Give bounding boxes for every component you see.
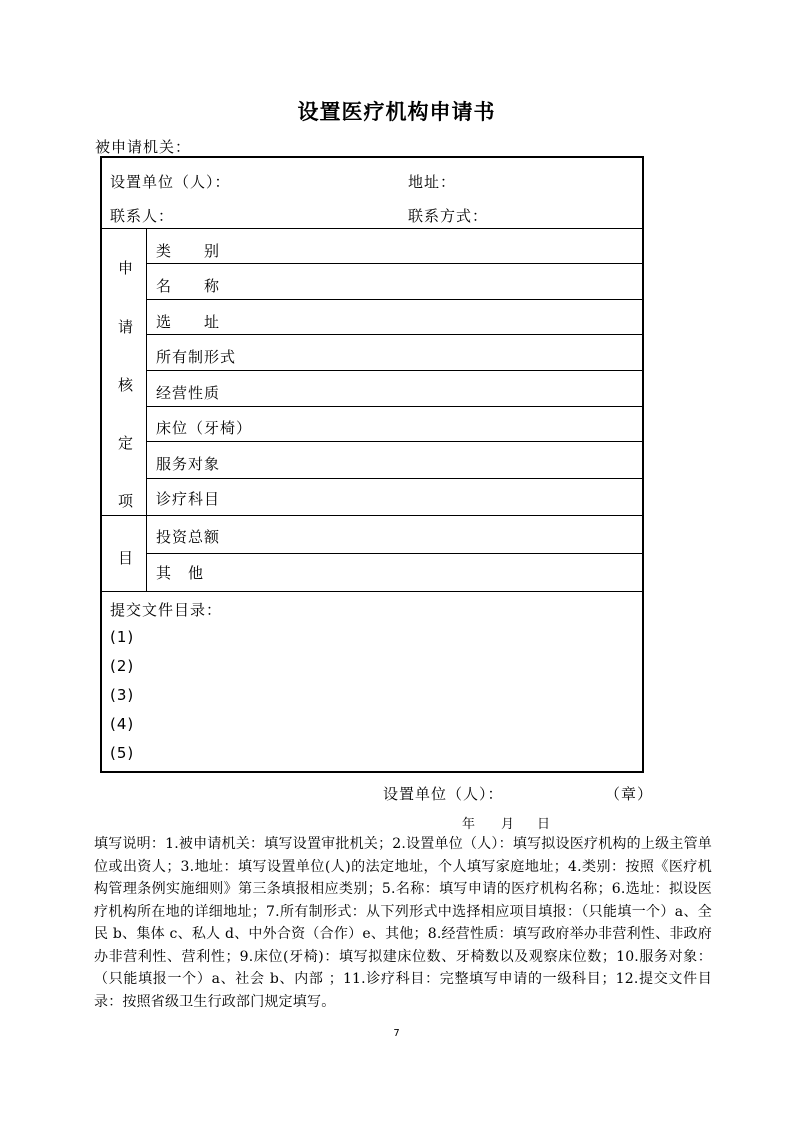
- section-divider: [101, 515, 643, 516]
- file-entry: (1): [110, 628, 135, 646]
- item-investment: 投资总额: [156, 528, 221, 546]
- item-column-divider: [146, 228, 147, 591]
- row-separator: [146, 553, 643, 554]
- item-business-nature: 经营性质: [156, 384, 221, 402]
- side-label-char: 项: [118, 492, 134, 510]
- row-separator: [146, 334, 643, 335]
- day-label: 日: [537, 817, 552, 832]
- side-label-char: 核: [118, 376, 134, 394]
- file-entry: (5): [110, 744, 135, 762]
- authority-label: 被申请机关：: [95, 138, 192, 156]
- row-separator: [146, 370, 643, 371]
- address-label: 地址：: [408, 173, 457, 191]
- row-separator: [146, 478, 643, 479]
- side-label-char: 请: [118, 318, 134, 336]
- item-clinical-subjects: 诊疗科目: [156, 490, 221, 508]
- signature-unit-label: 设置单位（人）：: [383, 785, 504, 803]
- seal-label: （章）: [605, 785, 654, 803]
- files-divider: [101, 591, 643, 592]
- row-separator: [146, 299, 643, 300]
- document-title: 设置医疗机构申请书: [297, 100, 496, 124]
- side-label-char: 定: [118, 434, 134, 452]
- item-ownership: 所有制形式: [156, 348, 237, 366]
- file-entry: (3): [110, 686, 135, 704]
- file-entry: (2): [110, 657, 135, 675]
- applicant-label: 设置单位（人）：: [110, 173, 231, 191]
- row-separator: [146, 441, 643, 442]
- contact-method-label: 联系方式：: [408, 207, 489, 225]
- filling-instructions: 填写说明：1.被申请机关：填写设置审批机关；2.设置单位（人）：填写拟设医疗机构的上级主管单位或出资人；3.地址：填写设置单位(人)的法定地址，个人填写家庭地址；4.类别：按照《医疗机构管理条例实施细则》第三条填报相应类别；5.名称：填写申请的医疗机构名称；6.选址：拟设医疗机构所在地的详细地址；7.所有制形式：从下列形式中选择相应项目填报：（只能填一个）a、全民 b、集体 c、私人 d、中外合资（合作）e、其他；8.经营性质：填写政府举办非营利性、非政府办非营利性、营利性；9.床位(牙椅)：填写拟建床位数、牙椅数以及观察床位数；10.服务对象：（只能填报一个）a、社会 b、内部 ；11.诊疗科目：完整填写申请的一级科目；12.提交文件目录：按照省级卫生行政部门规定填写。: [94, 836, 712, 1010]
- item-site: 选 址: [156, 313, 221, 331]
- row-separator: [146, 406, 643, 407]
- contact-person-label: 联系人：: [110, 207, 175, 225]
- item-category: 类 别: [156, 242, 221, 260]
- year-label: 年: [462, 817, 477, 832]
- item-name: 名 称: [156, 277, 221, 295]
- month-label: 月: [501, 817, 516, 832]
- header-divider: [101, 228, 643, 229]
- side-label-char: 目: [118, 549, 134, 567]
- row-separator: [146, 263, 643, 264]
- side-label-char: 申: [118, 259, 134, 277]
- file-entry: (4): [110, 715, 135, 733]
- files-label: 提交文件目录：: [110, 601, 223, 619]
- item-beds: 床位（牙椅）: [156, 419, 253, 437]
- page-number: 7: [393, 1028, 400, 1039]
- item-other: 其 他: [156, 564, 205, 582]
- item-service-target: 服务对象: [156, 455, 221, 473]
